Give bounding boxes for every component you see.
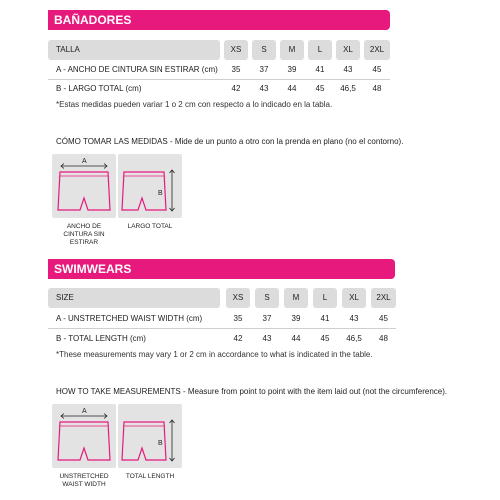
row-value: 45 — [315, 84, 325, 93]
row-label: A - ANCHO DE CINTURA SIN ESTIRAR (cm) — [56, 65, 218, 74]
size-header-cell: M — [284, 288, 308, 308]
row-value: 43 — [349, 314, 359, 323]
row-value: 35 — [231, 65, 241, 74]
row-value: 37 — [262, 314, 272, 323]
shorts-width-icon — [52, 154, 116, 218]
row-value: 39 — [287, 65, 297, 74]
row-value: 45 — [379, 314, 388, 323]
how-to-measure-es: CÓMO TOMAR LAS MEDIDAS - Mide de un punto a otro con la prenda en plano (no el contorno). — [56, 137, 404, 146]
row-value: 37 — [259, 65, 269, 74]
size-table-header-es — [48, 40, 390, 60]
table-row — [48, 81, 390, 97]
size-header-cell: M — [280, 40, 304, 60]
shorts-length-icon — [118, 154, 182, 218]
row-value: 46,5 — [346, 334, 362, 343]
table-row — [48, 331, 396, 347]
row-value: 44 — [287, 84, 297, 93]
row-value: 41 — [315, 65, 325, 74]
size-header-cell: L — [313, 288, 337, 308]
shorts-width-icon — [52, 404, 116, 468]
row-value: 48 — [379, 334, 388, 343]
row-value: 46,5 — [340, 84, 356, 93]
size-header-label: TALLA — [48, 40, 220, 60]
shorts-length-diagram — [118, 154, 182, 218]
row-value: 42 — [231, 84, 241, 93]
table-row — [48, 311, 396, 327]
row-divider — [48, 79, 390, 80]
size-table-header-en — [48, 288, 396, 308]
row-value: 45 — [372, 65, 382, 74]
section-title-es: BAÑADORES — [48, 10, 390, 30]
how-to-measure-en: HOW TO TAKE MEASUREMENTS - Measure from point to point with the item laid out (not the circumference). — [56, 387, 448, 396]
shorts-length-icon — [118, 404, 182, 468]
row-value: 35 — [233, 314, 243, 323]
size-header-cell: S — [255, 288, 279, 308]
diagram-caption: LARGO TOTAL — [127, 223, 173, 230]
diagram-letter: A — [82, 158, 87, 165]
section-title-en: SWIMWEARS — [48, 259, 395, 279]
row-value: 44 — [291, 334, 301, 343]
shorts-length-diagram — [118, 404, 182, 468]
measurement-note-en: *These measurements may vary 1 or 2 cm in accordance to what is indicated in the table. — [56, 350, 373, 359]
row-label: A - UNSTRETCHED WAIST WIDTH (cm) — [56, 314, 203, 323]
size-header-cell: L — [308, 40, 332, 60]
size-header-label: SIZE — [48, 288, 220, 308]
diagram-caption: ANCHO DE CINTURA SIN ESTIRAR — [63, 223, 105, 246]
diagram-letter: A — [82, 408, 87, 415]
size-header-cell: XL — [342, 288, 366, 308]
row-value: 43 — [343, 65, 353, 74]
size-header-cell: 2XL — [371, 288, 396, 308]
measurement-note-es: *Estas medidas pueden variar 1 o 2 cm con respecto a lo indicado en la tabla. — [56, 100, 333, 109]
row-value: 42 — [233, 334, 243, 343]
row-value: 45 — [320, 334, 330, 343]
row-label: B - TOTAL LENGTH (cm) — [56, 334, 146, 343]
size-header-cell: XL — [336, 40, 360, 60]
size-header-cell: XS — [224, 40, 248, 60]
row-value: 43 — [259, 84, 269, 93]
size-header-cell: S — [252, 40, 276, 60]
table-row — [48, 62, 390, 78]
diagram-letter: B — [158, 190, 163, 197]
size-header-cell: XS — [226, 288, 250, 308]
diagram-caption: UNSTRETCHED WAIST WIDTH — [59, 473, 109, 488]
row-divider — [48, 328, 396, 329]
diagram-caption: TOTAL LENGTH — [125, 473, 175, 480]
diagram-letter: B — [158, 440, 163, 447]
row-value: 48 — [372, 84, 382, 93]
shorts-width-diagram — [52, 404, 116, 468]
row-value: 41 — [320, 314, 330, 323]
row-label: B - LARGO TOTAL (cm) — [56, 84, 142, 93]
size-header-cell: 2XL — [364, 40, 390, 60]
row-value: 43 — [262, 334, 272, 343]
row-value: 39 — [291, 314, 301, 323]
shorts-width-diagram — [52, 154, 116, 218]
